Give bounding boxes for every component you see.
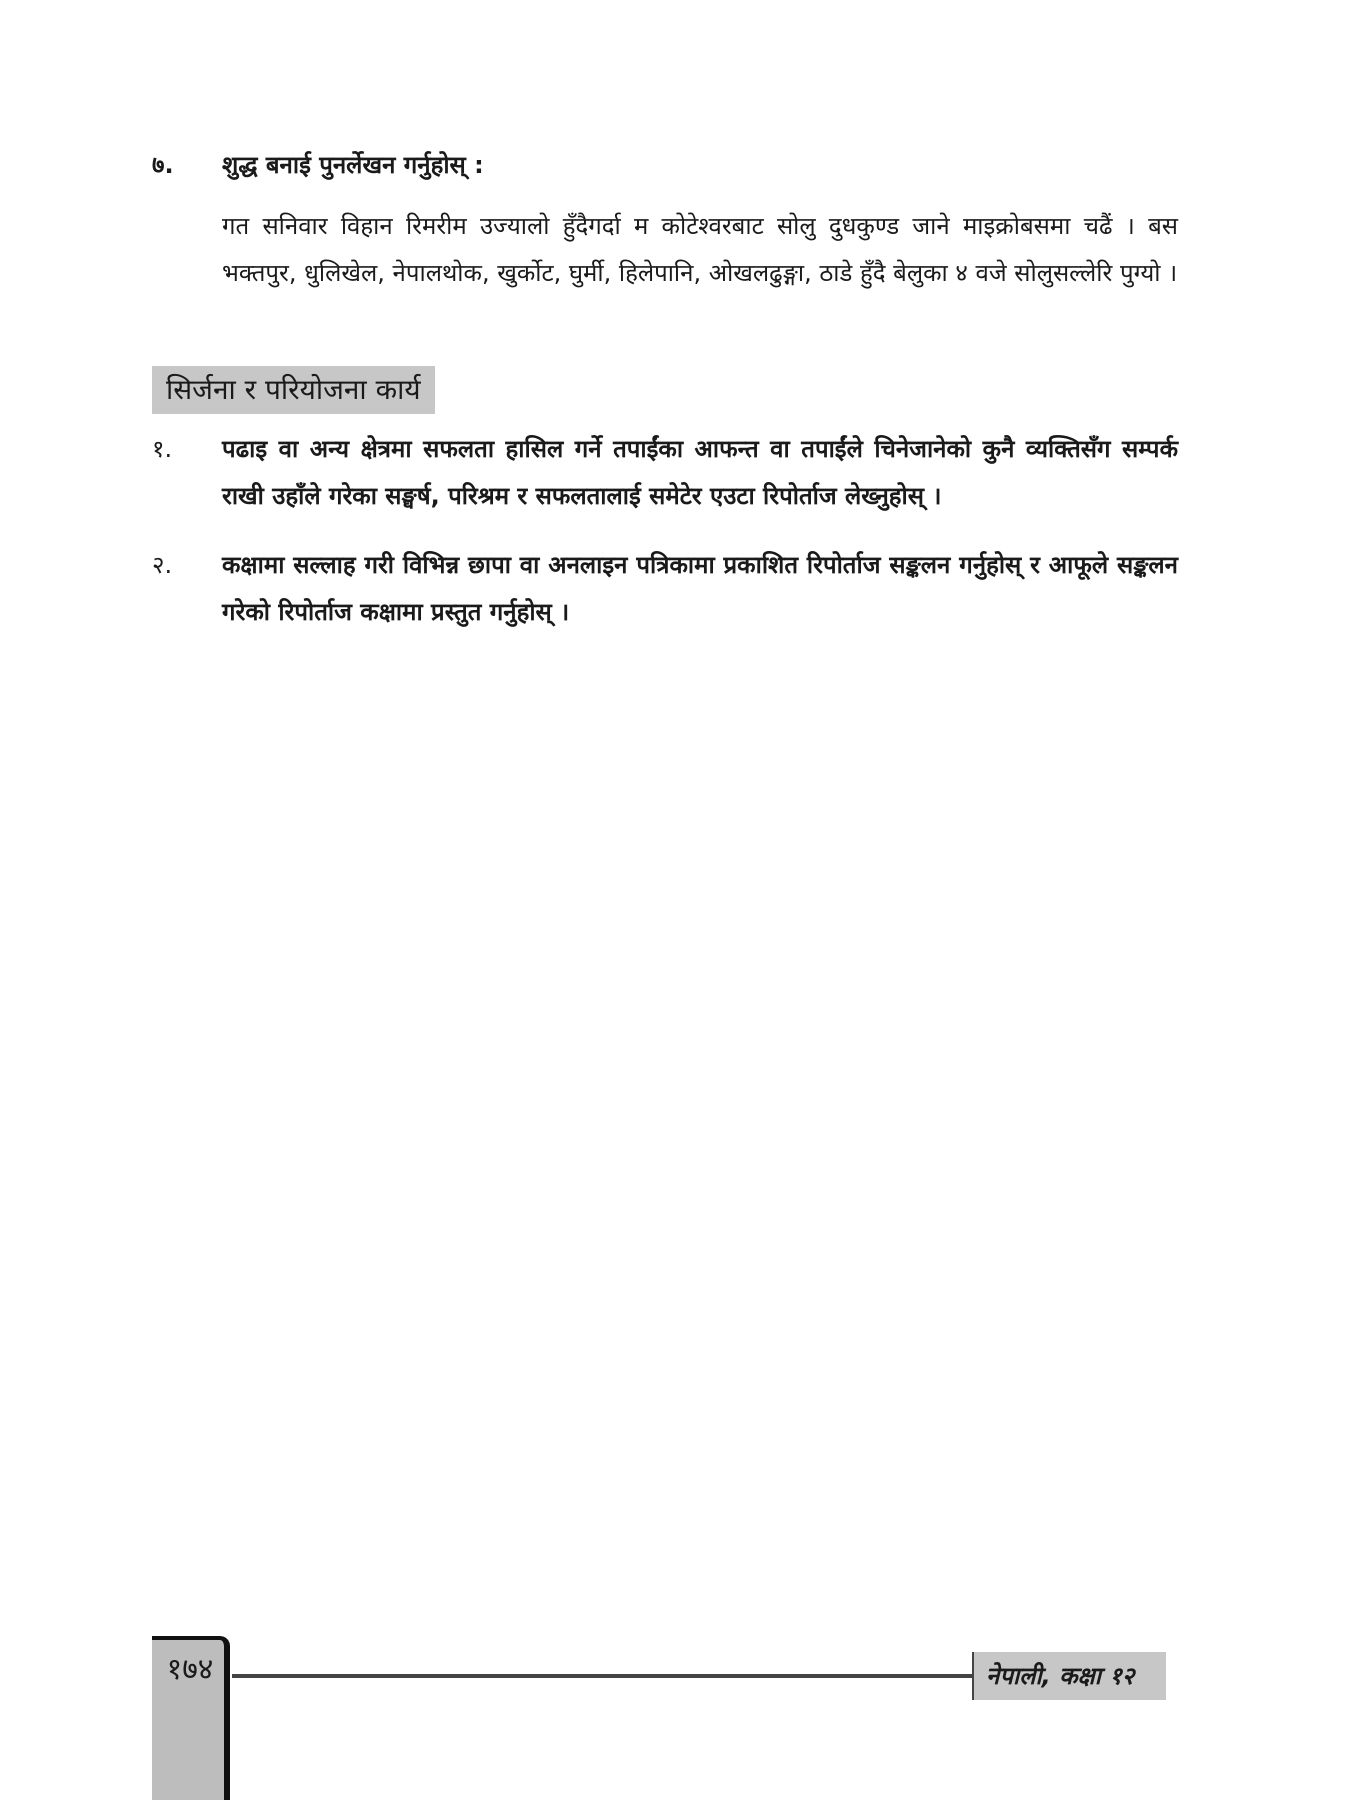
project-list [152, 426, 1178, 658]
exercise-7-header [152, 148, 1182, 181]
exercise-7-heading: शुद्ध बनाई पुनर्लेखन गर्नुहोस् : [222, 151, 484, 179]
exercise-7-paragraph: गत सनिवार विहान रिमरीम उज्यालो हुँदैगर्दा म कोटेश्वरबाट सोलु दुधकुण्ड जाने माइक्रोबसमा चढैं । बस भक्तपुर, धुलिखेल, नेपालथोक, खुर्कोट, घुर्मी, हिलेपानि, ओखलढुङ्गा, ठाडे हुँदै बेलुका ४ वजे सोलुसल्लेरि पुग्यो । [222, 212, 1178, 287]
project-item-2-text: कक्षामा सल्लाह गरी विभिन्न छापा वा अनलाइन पत्रिकामा प्रकाशित रिपोर्ताज सङ्कलन गर्नुहोस् र आफूले सङ्कलन गरेको रिपोर्ताज कक्षामा प्रस्तुत गर्नुहोस् । [222, 551, 1178, 626]
footer-book-title: नेपाली, कक्षा १२ [972, 1652, 1166, 1700]
exercise-7-number: ७. [152, 151, 174, 179]
section-heading: सिर्जना र परियोजना कार्य [152, 366, 435, 414]
project-item-2 [152, 542, 1178, 636]
project-item-1-text: पढाइ वा अन्य क्षेत्रमा सफलता हासिल गर्ने तपाईंका आफन्त वा तपाईंले चिनेजानेको कुनै व्यक्तिसँग सम्पर्क राखी उहाँले गरेका सङ्घर्ष, परिश्रम र सफलतालाई समेटेर एउटा रिपोर्ताज लेख्नुहोस् । [222, 435, 1178, 510]
project-item-1 [152, 426, 1178, 520]
project-item-2-number: २. [152, 551, 173, 579]
footer-rule [232, 1674, 974, 1678]
page-number: १७४ [166, 1652, 214, 1687]
exercise-7 [152, 148, 1182, 297]
project-item-1-number: १. [152, 435, 173, 463]
